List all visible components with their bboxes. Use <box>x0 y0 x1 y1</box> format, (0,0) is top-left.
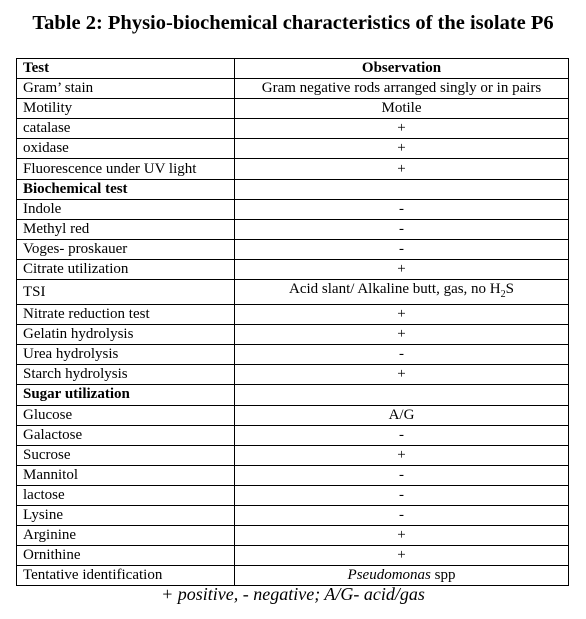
observation-cell: - <box>235 199 569 219</box>
observation-cell <box>235 385 569 405</box>
observation-cell: + <box>235 305 569 325</box>
section-row-sugar <box>17 385 569 405</box>
observation-text: S <box>505 281 514 298</box>
test-cell: Nitrate reduction test <box>17 305 235 325</box>
test-cell: Glucose <box>17 405 235 425</box>
observation-cell: + <box>235 159 569 179</box>
observation-cell: + <box>235 325 569 345</box>
observation-cell: - <box>235 465 569 485</box>
observation-cell: + <box>235 546 569 566</box>
observation-cell: - <box>235 505 569 525</box>
test-cell: TSI <box>17 280 235 305</box>
test-cell: Sucrose <box>17 445 235 465</box>
table-row <box>17 546 569 566</box>
test-cell: Urea hydrolysis <box>17 345 235 365</box>
table-row <box>17 99 569 119</box>
test-cell: lactose <box>17 485 235 505</box>
observation-cell: - <box>235 219 569 239</box>
test-cell: Tentative identification <box>17 566 235 586</box>
test-cell: Indole <box>17 199 235 219</box>
genus-name: Pseudomonas <box>347 567 431 584</box>
observation-cell <box>235 280 569 305</box>
table-row <box>17 325 569 345</box>
observation-cell: Gram negative rods arranged singly or in pairs <box>235 79 569 99</box>
table-row <box>17 159 569 179</box>
table-row <box>17 485 569 505</box>
observation-cell: - <box>235 425 569 445</box>
section-heading: Sugar utilization <box>17 385 235 405</box>
observation-text: Acid slant/ Alkaline butt, gas, no H <box>289 281 501 298</box>
table-row <box>17 425 569 445</box>
test-cell: catalase <box>17 119 235 139</box>
observation-cell: + <box>235 139 569 159</box>
observation-cell <box>235 179 569 199</box>
table-row <box>17 280 569 305</box>
observation-cell: + <box>235 259 569 279</box>
test-cell: Gram’ stain <box>17 79 235 99</box>
observation-cell: A/G <box>235 405 569 425</box>
observation-cell: + <box>235 445 569 465</box>
test-cell: Citrate utilization <box>17 259 235 279</box>
observation-cell: + <box>235 365 569 385</box>
table-row <box>17 465 569 485</box>
table-row <box>17 219 569 239</box>
table-row <box>17 259 569 279</box>
table-row <box>17 365 569 385</box>
table-row <box>17 405 569 425</box>
table-row <box>17 139 569 159</box>
header-observation: Observation <box>235 59 569 79</box>
test-cell: Ornithine <box>17 546 235 566</box>
test-cell: Galactose <box>17 425 235 445</box>
header-test: Test <box>17 59 235 79</box>
test-cell: Motility <box>17 99 235 119</box>
characteristics-table <box>16 58 569 586</box>
test-cell: Arginine <box>17 526 235 546</box>
test-cell: Voges- proskauer <box>17 239 235 259</box>
test-cell: Gelatin hydrolysis <box>17 325 235 345</box>
table-row <box>17 445 569 465</box>
observation-cell: - <box>235 239 569 259</box>
test-cell: oxidase <box>17 139 235 159</box>
table-row <box>17 345 569 365</box>
table-header-row <box>17 59 569 79</box>
test-cell: Mannitol <box>17 465 235 485</box>
table-row <box>17 79 569 99</box>
observation-cell: + <box>235 526 569 546</box>
table-row <box>17 505 569 525</box>
table-footnote: + positive, - negative; A/G- acid/gas <box>161 584 425 604</box>
table-row <box>17 199 569 219</box>
table-title: Table 2: Physio-biochemical characteristics of the isolate P6 <box>32 12 554 34</box>
test-cell: Starch hydrolysis <box>17 365 235 385</box>
observation-text: spp <box>430 567 456 584</box>
subscript-text: 2 <box>500 289 506 301</box>
table-row <box>17 239 569 259</box>
observation-cell: Motile <box>235 99 569 119</box>
section-row-biochemical <box>17 179 569 199</box>
table-row <box>17 526 569 546</box>
test-cell: Methyl red <box>17 219 235 239</box>
test-cell: Fluorescence under UV light <box>17 159 235 179</box>
table-row <box>17 119 569 139</box>
test-cell: Lysine <box>17 505 235 525</box>
observation-cell: + <box>235 119 569 139</box>
table-row <box>17 305 569 325</box>
section-heading: Biochemical test <box>17 179 235 199</box>
observation-cell: - <box>235 485 569 505</box>
observation-cell: - <box>235 345 569 365</box>
